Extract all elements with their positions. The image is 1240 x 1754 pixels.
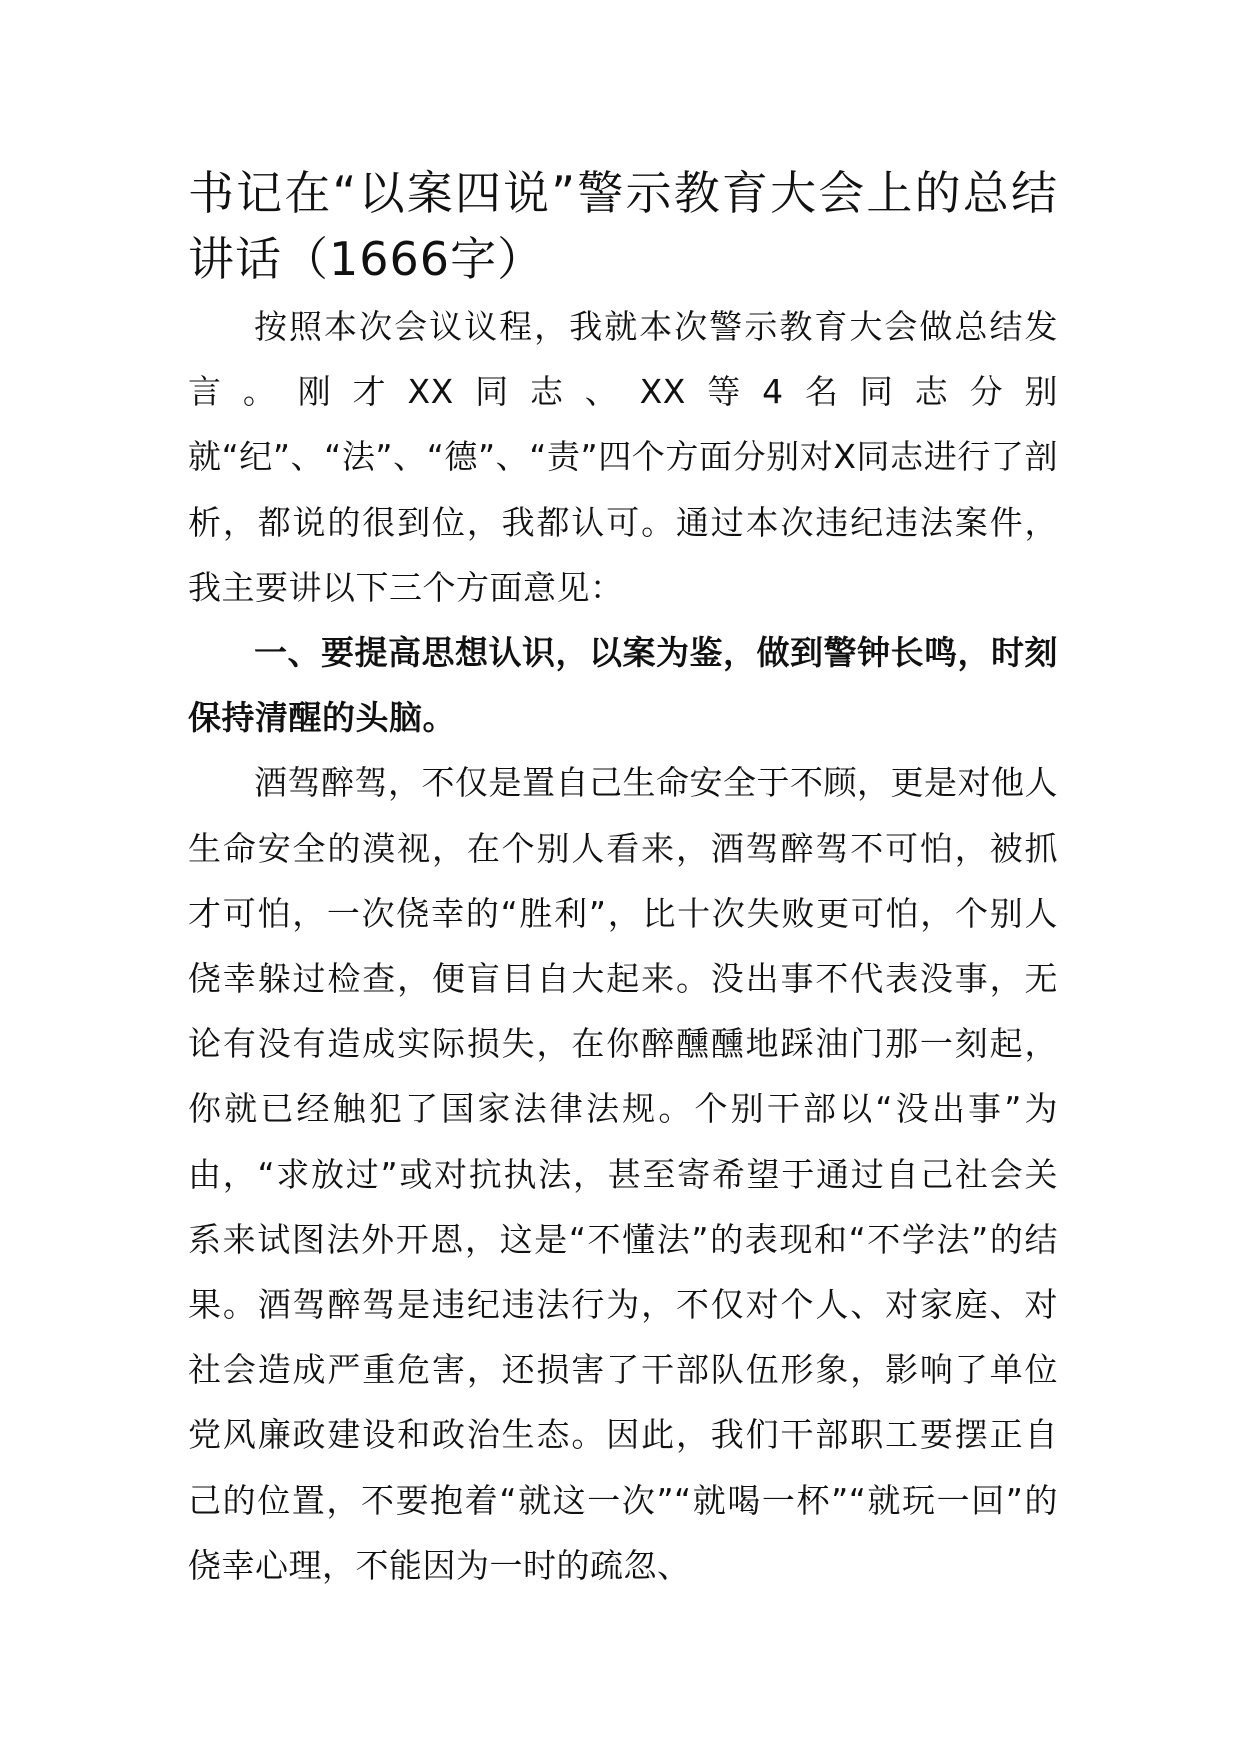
document-body xyxy=(188,160,1058,1598)
body-paragraph: 酒驾醉驾，不仅是置自己生命安全于不顾，更是对他人生命安全的漠视，在个别人看来，酒驾醉驾不可怕，被抓才可怕，一次侥幸的“胜利”，比十次失败更可怕，个别人侥幸躲过检查，便盲目自大起来。没出事不代表没事，无论有没有造成实际损失，在你醉醺醺地踩油门那一刻起，你就已经触犯了国家法律法规。个别干部以“没出事”为由，“求放过”或对抗执法，甚至寄希望于通过自己社会关系来试图法外开恩，这是“不懂法”的表现和“不学法”的结果。酒驾醉驾是违纪违法行为，不仅对个人、对家庭、对社会造成严重危害，还损害了干部队伍形象，影响了单位党风廉政建设和政治生态。因此，我们干部职工要摆正自己的位置，不要抱着“就这一次”“就喝一杯”“就玩一回”的侥幸心理，不能因为一时的疏忽、 xyxy=(188,763,1058,1585)
opening-paragraph: 按照本次会议议程，我就本次警示教育大会做总结发言。刚才XX同志、XX等4名同志分别就“纪”、“法”、“德”、“责”四个方面分别对X同志进行了剖析，都说的很到位，我都认可。通过本次违纪违法案件，我主要讲以下三个方面意见： xyxy=(188,307,1058,607)
document-title: 书记在“以案四说”警示教育大会上的总结讲话（1666字） xyxy=(188,166,1058,286)
section-heading-1: 一、要提高思想认识，以案为鉴，做到警钟长鸣，时刻保持清醒的头脑。 xyxy=(188,633,1058,738)
